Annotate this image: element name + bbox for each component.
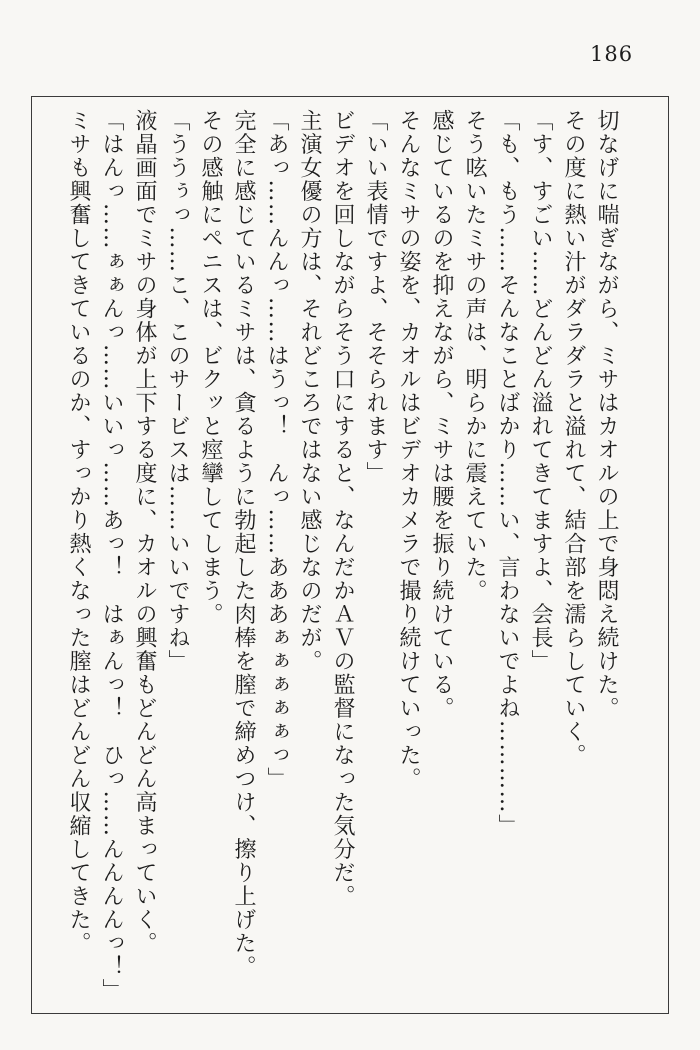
paragraph: 「す、すごい……どんどん溢れてきてますよ、会長」 <box>528 109 553 673</box>
paragraph: 感じているのを抑えながら、ミサは腰を振り続けている。 <box>429 109 454 720</box>
paragraph: 「も、もう……そんなことばかり……い、言わないでよね…………」 <box>495 109 520 838</box>
page-number: 186 <box>590 42 634 66</box>
text-columns <box>32 97 668 1013</box>
paragraph: 液晶画面でミサの身体が上下する度に、カオルの興奮もどんどん高まっていく。 <box>132 109 157 955</box>
paragraph: そんなミサの姿を、カオルはビデオカメラで撮り続けていった。 <box>396 109 421 791</box>
paragraph: 切なげに喘ぎながら、ミサはカオルの上で身悶え続けた。 <box>594 109 619 720</box>
paragraph: 主演女優の方は、それどころではない感じなのだが。 <box>297 109 322 673</box>
paragraph: ビデオを回しながらそう口にすると、なんだかＡＶの監督になった気分だ。 <box>330 109 355 908</box>
paragraph: そう呟いたミサの声は、明らかに震えていた。 <box>462 109 487 603</box>
paragraph: 「いい表情ですよ、そそられます」 <box>363 109 388 485</box>
paragraph: 完全に感じているミサは、貪るように勃起した肉棒を膣で締めつけ、擦り上げた。 <box>231 109 256 979</box>
paragraph: その感触にペニスは、ビクッと痙攣してしまう。 <box>198 109 223 626</box>
text-frame-border <box>31 96 669 1014</box>
paragraph: 「あっ……んんっ……はうっ！ んっ……あああぁぁぁぁぁっ」 <box>264 109 289 791</box>
paragraph: 「はんっ……ぁぁんっ……いいっ……あっ！ はぁんっ！ ひっ……んんんんっ！」 <box>99 109 124 1002</box>
paragraph: ミサも興奮してきているのか、すっかり熱くなった膣はどんどん収縮してきた。 <box>66 109 91 955</box>
paragraph: 「ううぅっ……こ、このサービスは……いいですね」 <box>165 109 190 673</box>
paragraph: その度に熱い汁がダラダラと溢れて、結合部を濡らしていく。 <box>561 109 586 767</box>
